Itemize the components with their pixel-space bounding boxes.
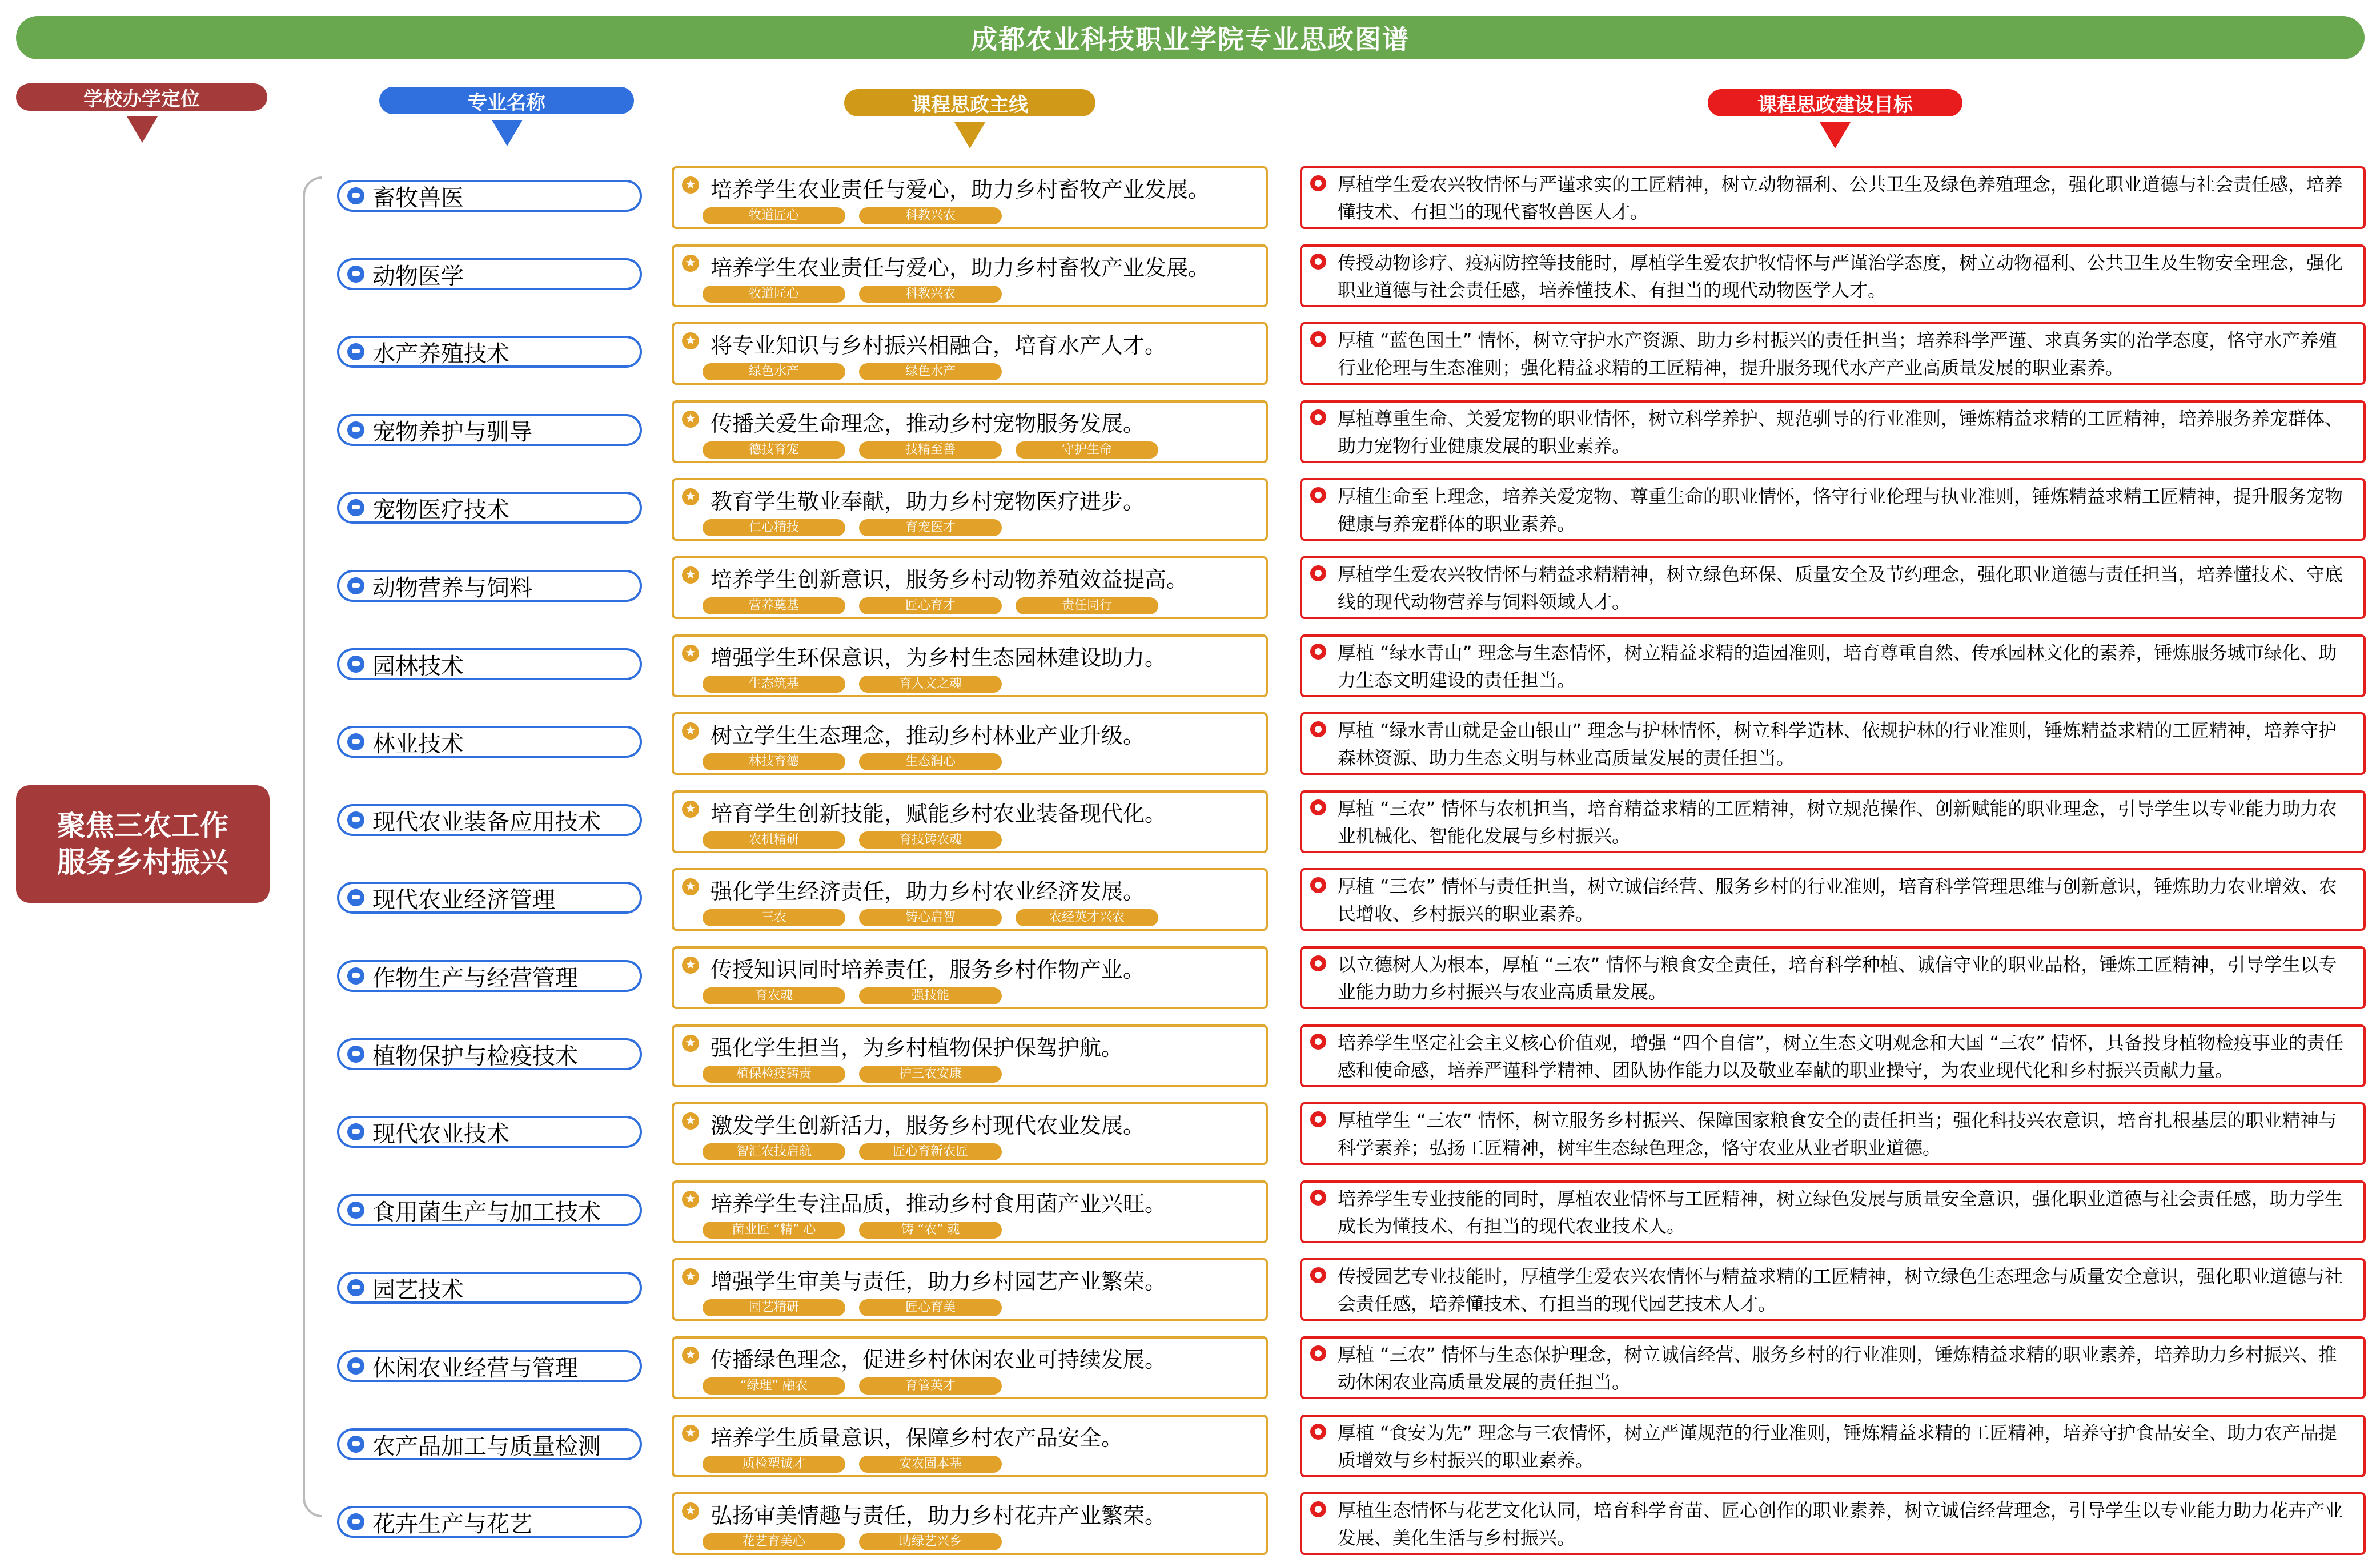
tag-badge: 科教兴农 bbox=[859, 207, 1002, 224]
target-icon bbox=[1310, 1267, 1326, 1283]
tag-badge: “绿理” 融农 bbox=[703, 1377, 845, 1395]
comment-icon bbox=[347, 1513, 364, 1530]
goal-text: 厚植学生 “三农” 情怀，树立服务乡村振兴、保障国家粮食安全的责任担当；强化科技兴农意识，培育扎根基层的职业精神与科学素养；弘扬工匠精神，树牢生态绿色理念，恪守农业从业者职业道德。 bbox=[1338, 1110, 2337, 1159]
mainline-box bbox=[672, 1102, 1268, 1165]
header-school-position: 学校办学定位 bbox=[16, 83, 267, 111]
comment-icon bbox=[347, 1202, 364, 1219]
tag-badge: 生态筑基 bbox=[703, 676, 845, 693]
star-icon: ★ bbox=[682, 1191, 699, 1208]
mainline-box bbox=[672, 946, 1268, 1009]
goal-text: 厚植 “三农” 情怀与农机担当，培育精益求精的工匠精神，树立规范操作、创新赋能的职业理念，引导学生以专业能力助力农业机械化、智能化发展与乡村振兴。 bbox=[1338, 798, 2337, 847]
star-icon: ★ bbox=[682, 801, 699, 818]
tag-list bbox=[703, 987, 1002, 1004]
target-icon bbox=[1310, 721, 1326, 737]
tag-list bbox=[703, 909, 1158, 926]
major-node bbox=[337, 180, 642, 212]
major-node bbox=[337, 1116, 642, 1148]
tag-badge: 植保检疫铸责 bbox=[703, 1066, 845, 1083]
mainline-box bbox=[672, 400, 1268, 463]
comment-icon bbox=[347, 343, 364, 360]
tag-badge: 绿色水产 bbox=[859, 363, 1002, 380]
goal-box bbox=[1300, 556, 2366, 619]
mainline-box bbox=[672, 868, 1268, 931]
tag-badge: 安农固本基 bbox=[859, 1456, 1002, 1473]
mainline-box bbox=[672, 478, 1268, 541]
mainline-box bbox=[672, 556, 1268, 619]
tag-badge: 技精至善 bbox=[859, 441, 1002, 459]
goal-box bbox=[1300, 634, 2366, 697]
major-node bbox=[337, 882, 642, 914]
tag-list bbox=[703, 831, 1002, 849]
tag-badge: 护三农安康 bbox=[859, 1066, 1002, 1083]
tag-badge: 牧道匠心 bbox=[703, 286, 845, 303]
goal-text: 培养学生专业技能的同时，厚植农业情怀与工匠精神，树立绿色发展与质量安全意识，强化职业道德与社会责任感，助力学生成长为懂技术、有担当的现代农业技术人。 bbox=[1338, 1188, 2343, 1237]
major-node bbox=[337, 648, 642, 680]
comment-icon bbox=[347, 1357, 364, 1375]
target-icon bbox=[1310, 409, 1326, 425]
major-name: 园艺技术 bbox=[372, 1276, 464, 1303]
tag-badge: 园艺精研 bbox=[703, 1299, 845, 1316]
header-major-name: 专业名称 bbox=[379, 87, 634, 114]
goal-text: 厚植学生爱农兴牧情怀与严谨求实的工匠精神，树立动物福利、公共卫生及绿色养殖理念，强化职业道德与社会责任感，培养懂技术、有担当的现代畜牧兽医人才。 bbox=[1338, 174, 2343, 223]
arrow-down-icon bbox=[954, 122, 985, 148]
tag-badge: 绿色水产 bbox=[703, 363, 845, 380]
mainline-text: 增强学生环保意识，为乡村生态园林建设助力。 bbox=[711, 645, 1167, 670]
comment-icon bbox=[347, 421, 364, 439]
target-icon bbox=[1310, 1501, 1326, 1517]
goal-text: 以立德树人为根本，厚植 “三农” 情怀与粮食安全责任，培育科学种植、诚信守业的职业品格，锤炼工匠精神，引导学生以专业能力助力乡村振兴与农业高质量发展。 bbox=[1338, 954, 2337, 1003]
tag-badge: 育农魂 bbox=[703, 987, 845, 1004]
tag-list bbox=[703, 1533, 1002, 1550]
tag-list bbox=[703, 1299, 1002, 1316]
tag-badge: 质检塑诚才 bbox=[703, 1456, 845, 1473]
target-icon bbox=[1310, 799, 1326, 815]
target-icon bbox=[1310, 1424, 1326, 1440]
mainline-text: 培育学生创新技能，赋能乡村农业装备现代化。 bbox=[711, 801, 1167, 826]
tag-list bbox=[703, 1066, 1002, 1083]
goal-text: 传授园艺专业技能时，厚植学生爱农兴农情怀与精益求精的工匠精神，树立绿色生态理念与质量安全意识，强化职业道德与社会责任感，培养懂技术、有担当的现代园艺技术人才。 bbox=[1338, 1265, 2343, 1315]
major-name: 作物生产与经营管理 bbox=[372, 965, 578, 991]
goal-text: 厚植 “蓝色国土” 情怀，树立守护水产资源、助力乡村振兴的责任担当；培养科学严谨、求真务实的治学态度，恪守水产养殖行业伦理与生态准则；强化精益求精的工匠精神，提升服务现代水产产业高质量发展的职业素养。 bbox=[1338, 330, 2337, 379]
target-icon bbox=[1310, 254, 1326, 270]
goal-box bbox=[1300, 1024, 2366, 1087]
major-name: 园林技术 bbox=[372, 653, 464, 680]
tag-badge: 德技育宠 bbox=[703, 441, 845, 459]
major-node bbox=[337, 1428, 642, 1460]
major-node bbox=[337, 570, 642, 602]
major-name: 畜牧兽医 bbox=[372, 184, 464, 211]
page-title: 成都农业科技职业学院专业思政图谱 bbox=[16, 16, 2365, 59]
root-line-2: 服务乡村振兴 bbox=[57, 846, 228, 879]
goal-box bbox=[1300, 1258, 2366, 1321]
mainline-box bbox=[672, 634, 1268, 697]
goal-box bbox=[1300, 790, 2366, 853]
tag-badge: 智汇农技启航 bbox=[703, 1143, 845, 1160]
tag-list bbox=[703, 1143, 1002, 1160]
arrow-down-icon bbox=[1820, 122, 1851, 148]
star-icon: ★ bbox=[682, 1268, 699, 1285]
mainline-text: 将专业知识与乡村振兴相融合，培育水产人才。 bbox=[711, 333, 1167, 358]
goal-box bbox=[1300, 1492, 2366, 1555]
mainline-box bbox=[672, 1024, 1268, 1087]
mainline-box bbox=[672, 244, 1268, 307]
tag-badge: 匠心育美 bbox=[859, 1299, 1002, 1316]
star-icon: ★ bbox=[682, 332, 699, 349]
mainline-box bbox=[672, 1415, 1268, 1477]
goal-box bbox=[1300, 1336, 2366, 1399]
major-name: 水产养殖技术 bbox=[372, 340, 509, 367]
tag-badge: 责任同行 bbox=[1016, 597, 1158, 614]
root-line-1: 聚焦三农工作 bbox=[57, 809, 228, 842]
major-node bbox=[337, 726, 642, 758]
goal-text: 厚植生命至上理念，培养关爱宠物、尊重生命的职业情怀，恪守行业伦理与执业准则，锤炼精益求精工匠精神，提升服务宠物健康与养宠群体的职业素养。 bbox=[1338, 485, 2343, 535]
comment-icon bbox=[347, 1279, 364, 1296]
mainline-box bbox=[672, 1336, 1268, 1399]
goal-box bbox=[1300, 1180, 2366, 1243]
target-icon bbox=[1310, 331, 1326, 347]
major-node bbox=[337, 414, 642, 446]
tree-bracket bbox=[303, 176, 322, 1517]
tag-list bbox=[703, 207, 1002, 224]
target-icon bbox=[1310, 565, 1326, 581]
tag-badge: 营养奠基 bbox=[703, 597, 845, 614]
goal-text: 厚植 “食安为先” 理念与三农情怀，树立严谨规范的行业准则，锤炼精益求精的工匠精神，培养守护食品安全、助力农产品提质增效与乡村振兴的职业素养。 bbox=[1338, 1422, 2337, 1471]
major-name: 动物医学 bbox=[372, 263, 464, 290]
tag-badge: 强技能 bbox=[859, 987, 1002, 1004]
star-icon: ★ bbox=[682, 566, 699, 584]
star-icon: ★ bbox=[682, 878, 699, 895]
goal-text: 培养学生坚定社会主义核心价值观，增强 “四个自信”，树立生态文明观念和大国 “三农” 情怀，具备投身植物检疫事业的责任感和使命感，培养严谨科学精神、团队协作能力以及敬业奉献的职业操守，为农业现代化和乡村振兴贡献力量。 bbox=[1338, 1032, 2343, 1081]
star-icon: ★ bbox=[682, 176, 699, 194]
major-name: 休闲农业经营与管理 bbox=[372, 1355, 578, 1381]
tag-list bbox=[703, 597, 1158, 614]
comment-icon bbox=[347, 733, 364, 750]
goal-text: 传授动物诊疗、疫病防控等技能时，厚植学生爱农护牧情怀与严谨治学态度，树立动物福利、公共卫生及生物安全理念，强化职业道德与社会责任感，培养懂技术、有担当的现代动物医学人才。 bbox=[1338, 252, 2343, 301]
star-icon: ★ bbox=[682, 722, 699, 740]
mainline-box bbox=[672, 712, 1268, 775]
major-node bbox=[337, 1506, 642, 1538]
mainline-text: 传授知识同时培养责任，服务乡村作物产业。 bbox=[711, 957, 1145, 982]
major-node bbox=[337, 1350, 642, 1382]
major-name: 宠物医疗技术 bbox=[372, 496, 509, 523]
major-name: 动物营养与饲料 bbox=[372, 574, 532, 601]
mainline-box bbox=[672, 790, 1268, 853]
major-node bbox=[337, 960, 642, 992]
mainline-text: 培养学生农业责任与爱心，助力乡村畜牧产业发展。 bbox=[711, 177, 1210, 202]
tag-list bbox=[703, 363, 1002, 380]
target-icon bbox=[1310, 955, 1326, 971]
comment-icon bbox=[347, 187, 364, 204]
mainline-text: 增强学生审美与责任，助力乡村园艺产业繁荣。 bbox=[711, 1269, 1167, 1294]
mainline-text: 培养学生农业责任与爱心，助力乡村畜牧产业发展。 bbox=[711, 255, 1210, 280]
tag-badge: 花艺育美心 bbox=[703, 1533, 845, 1550]
goal-box bbox=[1300, 868, 2366, 931]
goal-box bbox=[1300, 400, 2366, 463]
tag-badge: 牧道匠心 bbox=[703, 207, 845, 224]
major-name: 植物保护与检疫技术 bbox=[372, 1043, 578, 1070]
major-name: 现代农业技术 bbox=[372, 1120, 509, 1147]
header-goal: 课程思政建设目标 bbox=[1708, 89, 1962, 116]
tag-badge: 三农 bbox=[703, 909, 845, 926]
star-icon: ★ bbox=[682, 488, 699, 505]
goal-text: 厚植 “绿水青山就是金山银山” 理念与护林情怀，树立科学造林、依规护林的行业准则，锤炼精益求精的工匠精神，培养守护森林资源、助力生态文明与林业高质量发展的责任担当。 bbox=[1338, 720, 2337, 769]
target-icon bbox=[1310, 644, 1326, 660]
mainline-text: 激发学生创新活力，服务乡村现代农业发展。 bbox=[711, 1113, 1145, 1138]
tag-badge: 育技铸农魂 bbox=[859, 831, 1002, 849]
tag-badge: 农经英才兴农 bbox=[1016, 909, 1158, 926]
star-icon: ★ bbox=[682, 1035, 699, 1052]
tag-badge: 科教兴农 bbox=[859, 286, 1002, 303]
goal-box bbox=[1300, 946, 2366, 1009]
tag-badge: 育人文之魂 bbox=[859, 676, 1002, 693]
goal-box bbox=[1300, 478, 2366, 541]
tag-badge: 助绿艺兴乡 bbox=[859, 1533, 1002, 1550]
tag-list bbox=[703, 1377, 1002, 1395]
tag-list bbox=[703, 441, 1158, 459]
goal-text: 厚植生态情怀与花艺文化认同，培育科学育苗、匠心创作的职业素养，树立诚信经营理念，引导学生以专业能力助力花卉产业发展、美化生活与乡村振兴。 bbox=[1338, 1500, 2343, 1549]
comment-icon bbox=[347, 266, 364, 283]
mainline-text: 传播关爱生命理念，推动乡村宠物服务发展。 bbox=[711, 411, 1145, 436]
comment-icon bbox=[347, 577, 364, 594]
mainline-text: 传播绿色理念，促进乡村休闲农业可持续发展。 bbox=[711, 1347, 1167, 1372]
major-name: 宠物养护与驯导 bbox=[372, 419, 532, 445]
mainline-text: 教育学生敬业奉献，助力乡村宠物医疗进步。 bbox=[711, 489, 1145, 514]
star-icon: ★ bbox=[682, 411, 699, 428]
goal-box bbox=[1300, 166, 2366, 229]
major-node bbox=[337, 1194, 642, 1226]
tag-badge: 仁心精技 bbox=[703, 519, 845, 536]
goal-text: 厚植 “三农” 情怀与生态保护理念，树立诚信经营、服务乡村的行业准则，锤炼精益求精的职业素养，培养助力乡村振兴、推动休闲农业高质量发展的责任担当。 bbox=[1338, 1344, 2337, 1393]
major-node bbox=[337, 336, 642, 368]
header-mainline: 课程思政主线 bbox=[844, 89, 1095, 116]
major-node bbox=[337, 258, 642, 290]
goal-box bbox=[1300, 1102, 2366, 1165]
target-icon bbox=[1310, 1345, 1326, 1361]
mainline-box bbox=[672, 1258, 1268, 1321]
mainline-box bbox=[672, 1180, 1268, 1243]
star-icon: ★ bbox=[682, 1347, 699, 1364]
major-name: 现代农业装备应用技术 bbox=[372, 809, 601, 835]
tag-list bbox=[703, 1456, 1002, 1473]
star-icon: ★ bbox=[682, 957, 699, 974]
major-name: 现代农业经济管理 bbox=[372, 886, 555, 913]
target-icon bbox=[1310, 175, 1326, 191]
major-node bbox=[337, 492, 642, 524]
tag-list bbox=[703, 753, 1002, 770]
mainline-box bbox=[672, 322, 1268, 385]
target-icon bbox=[1310, 1034, 1326, 1050]
goal-box bbox=[1300, 1415, 2366, 1477]
major-name: 食用菌生产与加工技术 bbox=[372, 1199, 601, 1225]
major-node bbox=[337, 804, 642, 836]
target-icon bbox=[1310, 1190, 1326, 1206]
tag-badge: 生态润心 bbox=[859, 753, 1002, 770]
tag-badge: 匠心育才 bbox=[859, 597, 1002, 614]
mainline-text: 培养学生质量意识，保障乡村农产品安全。 bbox=[711, 1425, 1123, 1450]
goal-text: 厚植尊重生命、关爱宠物的职业情怀，树立科学养护、规范驯导的行业准则，锤炼精益求精的工匠精神，培养服务养宠群体、助力宠物行业健康发展的职业素养。 bbox=[1338, 408, 2343, 457]
mainline-text: 弘扬审美情趣与责任，助力乡村花卉产业繁荣。 bbox=[711, 1503, 1167, 1528]
tag-badge: 林技育德 bbox=[703, 753, 845, 770]
tag-list bbox=[703, 286, 1002, 303]
comment-icon bbox=[347, 967, 364, 985]
major-node bbox=[337, 1038, 642, 1070]
tag-list bbox=[703, 676, 1002, 693]
star-icon: ★ bbox=[682, 1112, 699, 1130]
star-icon: ★ bbox=[682, 645, 699, 662]
mainline-text: 培养学生创新意识，服务乡村动物养殖效益提高。 bbox=[711, 567, 1189, 592]
target-icon bbox=[1310, 877, 1326, 893]
comment-icon bbox=[347, 1046, 364, 1063]
tag-badge: 匠心育新农匠 bbox=[859, 1143, 1002, 1160]
goal-text: 厚植 “绿水青山” 理念与生态情怀，树立精益求精的造园准则，培育尊重自然、传承园林文化的素养，锤炼服务城市绿化、助力生态文明建设的责任担当。 bbox=[1338, 642, 2337, 691]
mainline-text: 强化学生担当，为乡村植物保护保驾护航。 bbox=[711, 1035, 1123, 1060]
tag-badge: 育管英才 bbox=[859, 1377, 1002, 1395]
mainline-text: 培养学生专注品质，推动乡村食用菌产业兴旺。 bbox=[711, 1191, 1167, 1216]
tag-badge: 菌业匠 “精” 心 bbox=[703, 1222, 845, 1239]
major-name: 农产品加工与质量检测 bbox=[372, 1433, 601, 1460]
star-icon: ★ bbox=[682, 255, 699, 272]
tag-badge: 铸心启智 bbox=[859, 909, 1002, 926]
mainline-text: 树立学生生态理念，推动乡村林业产业升级。 bbox=[711, 723, 1145, 748]
comment-icon bbox=[347, 811, 364, 829]
goal-box bbox=[1300, 322, 2366, 385]
star-icon: ★ bbox=[682, 1502, 699, 1520]
tag-list bbox=[703, 519, 1002, 536]
goal-text: 厚植 “三农” 情怀与责任担当，树立诚信经营、服务乡村的行业准则，培育科学管理思维与创新意识，锤炼助力农业增效、农民增收、乡村振兴的职业素养。 bbox=[1338, 875, 2337, 925]
arrow-down-icon bbox=[492, 120, 523, 146]
mainline-box bbox=[672, 166, 1268, 229]
comment-icon bbox=[347, 1123, 364, 1140]
comment-icon bbox=[347, 889, 364, 906]
star-icon: ★ bbox=[682, 1425, 699, 1442]
comment-icon bbox=[347, 1436, 364, 1453]
goal-text: 厚植学生爱农兴牧情怀与精益求精精神，树立绿色环保、质量安全及节约理念，强化职业道德与责任担当，培养懂技术、守底线的现代动物营养与饲料领域人才。 bbox=[1338, 564, 2343, 613]
comment-icon bbox=[347, 499, 364, 516]
tag-badge: 铸 “农” 魂 bbox=[859, 1222, 1002, 1239]
goal-box bbox=[1300, 244, 2366, 307]
goal-box bbox=[1300, 712, 2366, 775]
mainline-box bbox=[672, 1492, 1268, 1555]
major-name: 花卉生产与花艺 bbox=[372, 1510, 532, 1537]
root-node bbox=[16, 785, 270, 903]
major-name: 林业技术 bbox=[372, 730, 464, 757]
target-icon bbox=[1310, 1111, 1326, 1127]
tag-badge: 守护生命 bbox=[1016, 441, 1158, 459]
comment-icon bbox=[347, 656, 364, 673]
mainline-text: 强化学生经济责任，助力乡村农业经济发展。 bbox=[711, 879, 1145, 904]
tag-badge: 农机精研 bbox=[703, 831, 845, 849]
tag-badge: 育宠医才 bbox=[859, 519, 1002, 536]
arrow-down-icon bbox=[127, 116, 158, 143]
tag-list bbox=[703, 1222, 1002, 1239]
major-node bbox=[337, 1272, 642, 1304]
target-icon bbox=[1310, 487, 1326, 503]
